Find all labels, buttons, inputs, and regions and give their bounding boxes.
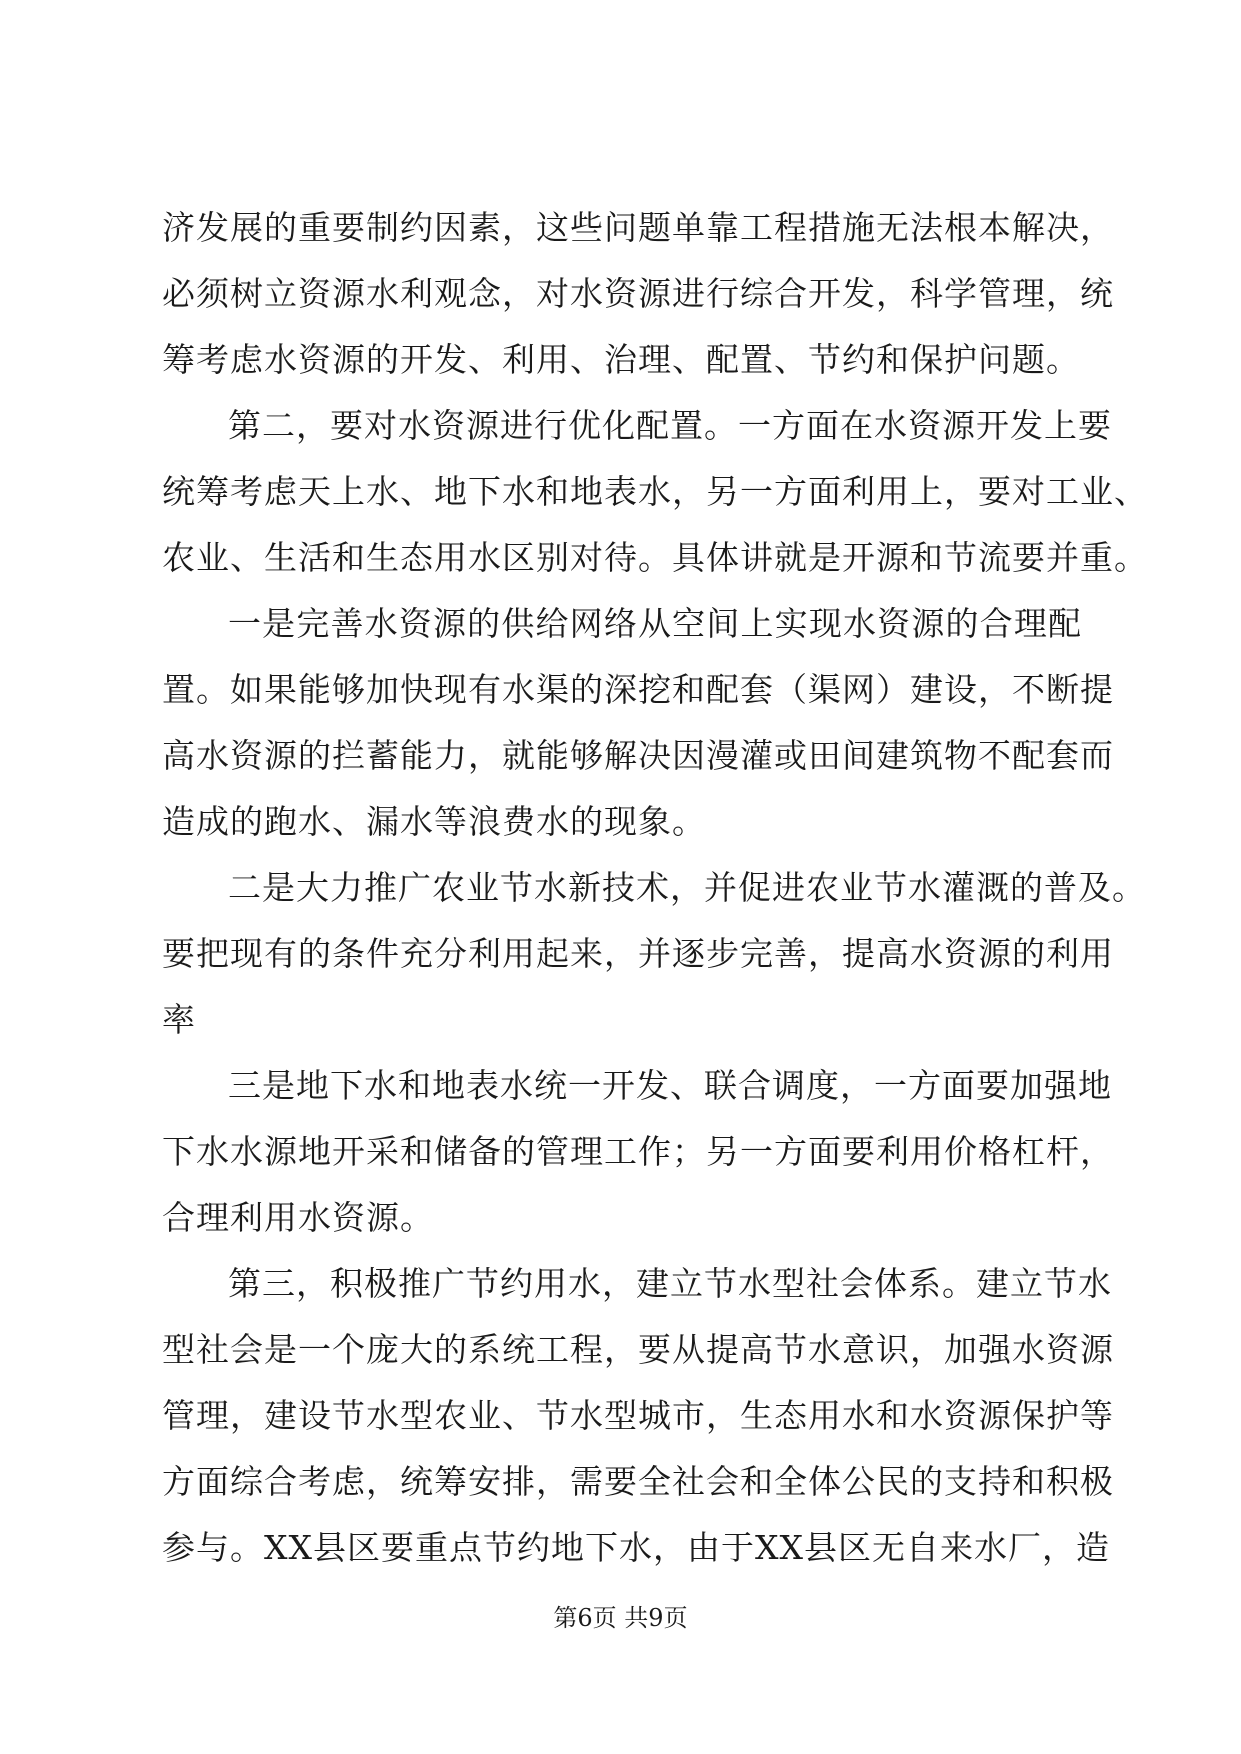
text-line: 济发展的重要制约因素，这些问题单靠工程措施无法根本解决，	[162, 208, 1114, 247]
paragraph-first-line: 第二，要对水资源进行优化配置。一方面在水资源开发上要	[228, 406, 1112, 445]
text-line: 管理，建设节水型农业、节水型城市，生态用水和水资源保护等	[162, 1396, 1114, 1435]
paragraph-first-line: 二是大力推广农业节水新技术，并促进农业节水灌溉的普及。	[228, 868, 1146, 907]
text-line: 要把现有的条件充分利用起来，并逐步完善，提高水资源的利用	[162, 934, 1114, 973]
text-line: 合理利用水资源。	[162, 1198, 434, 1237]
text-line: 率	[162, 1000, 196, 1039]
page-number-label: 第6页 共9页	[553, 1604, 688, 1632]
text-line: 参与。XX县区要重点节约地下水，由于XX县区无自来水厂，造	[162, 1528, 1110, 1567]
paragraph-first-line: 一是完善水资源的供给网络从空间上实现水资源的合理配	[228, 604, 1082, 643]
text-line: 下水水源地开采和储备的管理工作；另一方面要利用价格杠杆，	[162, 1132, 1114, 1171]
text-line: 造成的跑水、漏水等浪费水的现象。	[162, 802, 706, 841]
text-line: 统筹考虑天上水、地下水和地表水，另一方面利用上，要对工业、	[162, 472, 1148, 511]
paragraph-first-line: 第三，积极推广节约用水，建立节水型社会体系。建立节水	[228, 1264, 1112, 1303]
text-line: 置。如果能够加快现有水渠的深挖和配套（渠网）建设，不断提	[162, 670, 1114, 709]
page-footer	[0, 1598, 1241, 1633]
text-line: 型社会是一个庞大的系统工程，要从提高节水意识，加强水资源	[162, 1330, 1114, 1369]
text-line: 农业、生活和生态用水区别对待。具体讲就是开源和节流要并重。	[162, 538, 1148, 577]
text-line: 筹考虑水资源的开发、利用、治理、配置、节约和保护问题。	[162, 340, 1080, 379]
text-line: 方面综合考虑，统筹安排，需要全社会和全体公民的支持和积极	[162, 1462, 1114, 1501]
text-line: 高水资源的拦蓄能力，就能够解决因漫灌或田间建筑物不配套而	[162, 736, 1114, 775]
paragraph-first-line: 三是地下水和地表水统一开发、联合调度，一方面要加强地	[228, 1066, 1112, 1105]
text-line: 必须树立资源水利观念，对水资源进行综合开发，科学管理，统	[162, 274, 1114, 313]
body-text	[162, 195, 1148, 1581]
